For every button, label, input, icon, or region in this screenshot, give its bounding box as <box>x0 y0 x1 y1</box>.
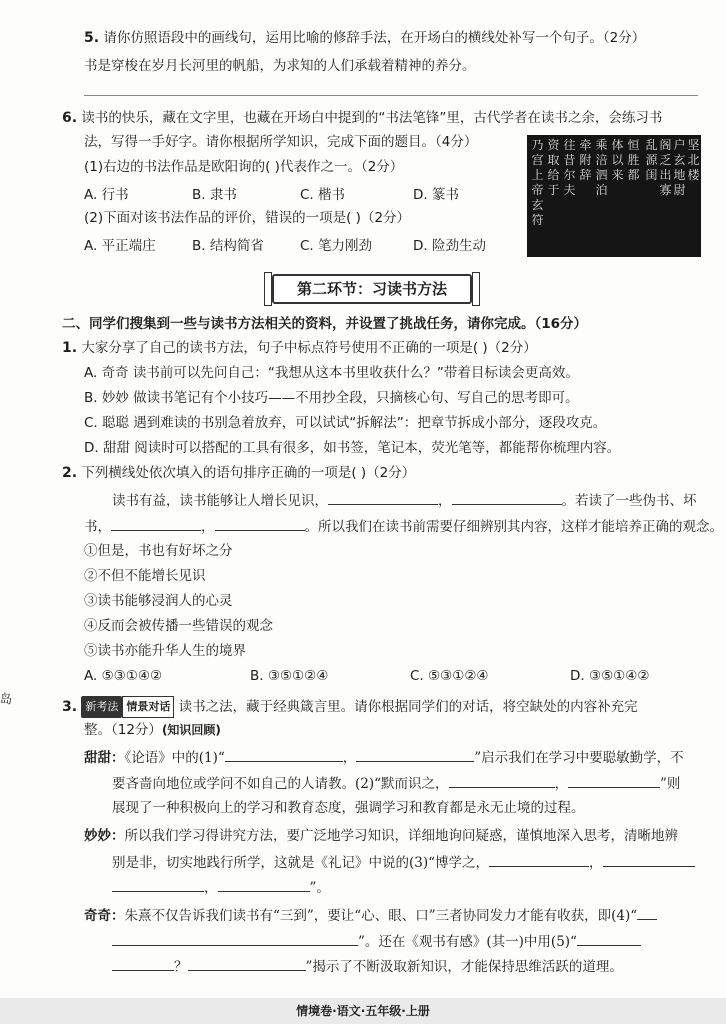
tiantian-line1 <box>84 747 708 768</box>
qiqi-line1 <box>84 905 708 926</box>
qiqi-line3 <box>112 956 708 977</box>
q6-text-line2: 法，写得一手好字。请你根据所学知识，完成下面的题目。（4分） <box>84 134 478 150</box>
q2-item-3: ③读书能够浸润人的心灵 <box>84 593 233 609</box>
section-banner: 第二环节：习读书方法 <box>272 274 472 304</box>
q1-number: 1. <box>62 340 78 356</box>
calligraphy-column: 乘涪泗泊 <box>595 138 608 197</box>
tiantian-label: 甜甜： <box>84 750 125 766</box>
margin-mark: 岛 <box>0 692 13 706</box>
q3-prompt <box>62 696 708 718</box>
q3-blank-3d[interactable] <box>218 877 310 892</box>
q2-passage-part: 书， <box>84 519 111 535</box>
q1-option-d[interactable]: D. 甜甜 阅读时可以搭配的工具有很多，如书签，笔记本，荧光笔等，都能帮你梳理内容。 <box>84 440 621 456</box>
calligraphy-column: 户玄地尉 <box>673 138 686 197</box>
q6-sub1-option-d[interactable]: D. 篆书 <box>413 187 459 203</box>
calligraphy-column: 坚北楼 <box>687 138 700 182</box>
q3-blank-4a[interactable] <box>637 905 657 920</box>
q2-prompt <box>62 463 708 483</box>
tiantian-line3: 展现了一种积极向上的学习和教育态度，强调学习和教育都是永无止境的过程。 <box>112 800 585 816</box>
q5-text: 请你仿照语段中的画线句，运用比喻的修辞手法，在开场白的横线处补写一个句子。（2分） <box>103 30 646 46</box>
miaomiao-line3 <box>112 877 708 898</box>
q5-answer-line[interactable] <box>84 56 708 76</box>
q1-option-a[interactable]: A. 奇奇 读书前可以先问自己：“我想从这本书里收获什么？”带着目标读会更高效。 <box>84 365 579 381</box>
q3-text-part: ， <box>342 750 357 766</box>
q3-text-part: 《论语》中的(1)“ <box>124 750 225 766</box>
q1-text: 大家分享了自己的读书方法，句子中标点符号使用不正确的一项是( )（2分） <box>81 340 537 356</box>
q2-option-d[interactable]: D. ③⑤①④② <box>570 668 650 684</box>
q2-item-1: ①但是，书也有好坏之分 <box>84 543 233 559</box>
q5-example-answer: 书是穿梭在岁月长河里的帆船，为求知的人们承载着精神的养分。 <box>84 58 476 74</box>
q2-item-2: ②不但不能增长见识 <box>84 568 206 584</box>
calligraphy-column: 体以来 <box>611 138 624 182</box>
qiqi-label: 奇奇： <box>84 908 125 924</box>
calligraphy-column: 乱源闺 <box>645 138 658 182</box>
calligraphy-column: 恒胜都 <box>627 138 640 182</box>
tiantian-line2 <box>112 773 708 794</box>
q3-blank-3b[interactable] <box>603 852 695 867</box>
page-footer <box>0 998 726 1024</box>
part2-heading: 二、同学们搜集到一些与读书方法相关的资料，并设置了挑战任务，请你完成。（16分） <box>62 316 588 332</box>
q3-text-line2 <box>84 720 708 740</box>
q2-option-c[interactable]: C. ⑤③①②④ <box>410 668 489 684</box>
q3-blank-2a[interactable] <box>449 773 555 788</box>
q3-text-part: 所以我们学习得讲究方法，要广泛地学习知识，详细地询问疑惑，谨慎地深入思考，清晰地辨 <box>124 828 678 844</box>
q1-prompt <box>62 338 708 358</box>
q6-sub2-option-d[interactable]: D. 险劲生动 <box>413 238 486 254</box>
q3-blank-1b[interactable] <box>356 747 474 762</box>
q2-passage-part: 读书有益，读书能够让人增长见识， <box>112 493 328 509</box>
dialogue-tag: 情景对话 <box>122 696 174 718</box>
q3-text-part: ”。还在《观书有感》(其一)中用(5)“ <box>358 934 577 950</box>
q2-text: 下列横线处依次填入的语句排序正确的一项是( )（2分） <box>81 465 416 481</box>
q2-option-a[interactable]: A. ⑤③①④② <box>84 668 163 684</box>
calligraphy-column: 乃宫上帝玄符 <box>531 138 544 227</box>
new-method-tag: 新考法 <box>81 696 122 718</box>
q6-sub1: (1)右边的书法作品是欧阳询的( )代表作之一。（2分） <box>84 159 404 175</box>
q2-blank-1[interactable] <box>328 490 438 505</box>
q3-points: 整。（12分） <box>84 722 162 738</box>
q6-sub1-option-b[interactable]: B. 隶书 <box>192 187 237 203</box>
q2-passage-line1: 读书有益，读书能够让人增长见识， ， 。若读了一些伪书、坏 <box>112 490 708 511</box>
q6-sub1-option-a[interactable]: A. 行书 <box>84 187 129 203</box>
miaomiao-line2 <box>112 852 708 873</box>
q3-text-part: ？ <box>174 959 188 975</box>
q6-sub2-option-b[interactable]: B. 结构简省 <box>192 238 264 254</box>
q6-number: 6. <box>62 110 78 126</box>
q2-item-5: ⑤读书亦能升华人生的境界 <box>84 643 246 659</box>
calligraphy-image <box>527 135 701 257</box>
q3-text-part: ”揭示了不断汲取新知识，才能保持思维活跃的道理。 <box>305 959 623 975</box>
q3-text-part: 别是非，切实地践行所学，这就是《礼记》中说的(3)“博学之， <box>112 855 490 871</box>
q3-text-part: ”则 <box>660 776 681 792</box>
q5-prompt <box>84 28 708 48</box>
footer-text: 情境卷·语文·五年级·上册 <box>296 1004 430 1018</box>
q3-text-part: ， <box>204 880 218 896</box>
q3-blank-5a[interactable] <box>577 931 641 946</box>
q2-passage-part: 。所以我们在读书前需要仔细辨别其内容，这样才能培养正确的观念。 <box>304 519 723 535</box>
q6-sub2-option-c[interactable]: C. 笔力刚劲 <box>300 238 373 254</box>
q6-sub2-option-a[interactable]: A. 平正端庄 <box>84 238 156 254</box>
q2-blank-4[interactable] <box>215 516 305 531</box>
q5-answer-rule <box>84 95 698 96</box>
q3-blank-2b[interactable] <box>568 773 660 788</box>
miaomiao-line1 <box>84 826 708 846</box>
q3-text-part: 要吝啬向地位或学问不如自己的人请教。(2)“默而识之， <box>112 776 449 792</box>
q3-text-part: ”。 <box>309 880 330 896</box>
q2-option-b[interactable]: B. ③⑤①②④ <box>250 668 329 684</box>
q6-text-line1: 读书的快乐，藏在文字里，也藏在开场白中提到的“书法笔锋”里，古代学者在读书之余，会练习书 <box>81 110 663 126</box>
calligraphy-column: 牵附辞 <box>579 138 592 182</box>
q3-blank-5b[interactable] <box>112 956 174 971</box>
qiqi-line2 <box>112 931 708 952</box>
calligraphy-column: 往昔尔夫 <box>563 138 576 197</box>
q2-number: 2. <box>62 465 78 481</box>
q3-blank-5c[interactable] <box>188 956 306 971</box>
q3-text-part: 朱熹不仅告诉我们读书有“三到”，要让“心、眼、口”三者协同发力才能有收获，即(4)“ <box>124 908 638 924</box>
q2-blank-3[interactable] <box>111 516 201 531</box>
q3-text-part: ， <box>554 776 569 792</box>
q3-number: 3. <box>62 699 78 715</box>
q5-number: 5. <box>84 30 100 46</box>
calligraphy-column: 阁乏出寡 <box>659 138 672 197</box>
q3-blank-3a[interactable] <box>489 852 589 867</box>
q3-text-part: ， <box>589 855 603 871</box>
miaomiao-label: 妙妙： <box>84 828 125 844</box>
q3-blank-3c[interactable] <box>112 877 204 892</box>
q2-passage-part: 。若读了一些伪书、坏 <box>561 493 697 509</box>
q2-item-4: ④反而会被传播一些错误的观念 <box>84 618 273 634</box>
q3-blank-4b[interactable] <box>112 931 358 946</box>
q1-option-c[interactable]: C. 聪聪 遇到难读的书别急着放弃，可以试试“拆解法”：把章节拆成小部分，逐段攻克。 <box>84 415 607 431</box>
q6-sub1-option-c[interactable]: C. 楷书 <box>300 187 346 203</box>
q2-passage-line2: 书， ， 。所以我们在读书前需要仔细辨别其内容，这样才能培养正确的观念。 <box>84 516 708 537</box>
q1-option-b[interactable]: B. 妙妙 做读书笔记有个小技巧——不用抄全段，只摘核心句、写自己的思考即可。 <box>84 390 579 406</box>
calligraphy-column: 资取给于 <box>547 138 560 197</box>
q3-text-part: ”启示我们在学习中要聪敏勤学，不 <box>474 750 684 766</box>
q2-blank-2[interactable] <box>452 490 562 505</box>
knowledge-review-label: (知识回顾) <box>161 723 221 737</box>
q3-text: 读书之法，藏于经典箴言里。请你根据同学们的对话，将空缺处的内容补充完 <box>178 699 638 715</box>
q3-blank-1a[interactable] <box>225 747 343 762</box>
q6-line1 <box>62 108 708 128</box>
q6-sub2: (2)下面对该书法作品的评价，错误的一项是( )（2分） <box>84 210 411 226</box>
